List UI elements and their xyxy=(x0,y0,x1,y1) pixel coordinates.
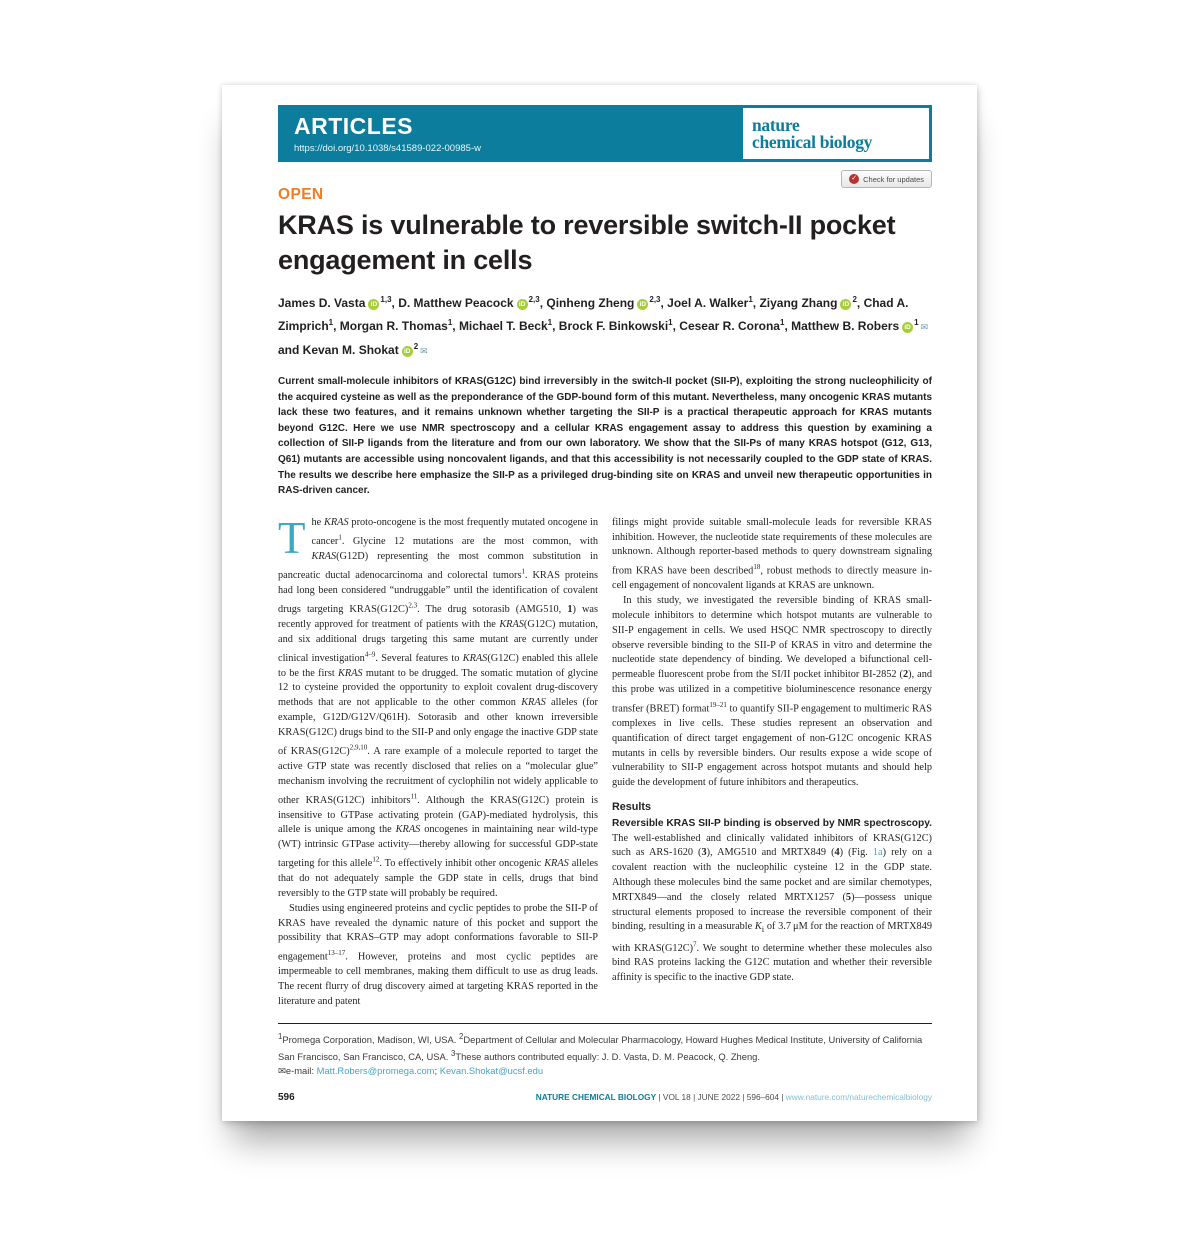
abstract: Current small-molecule inhibitors of KRAS(G12C) bind irreversibly in the switch-II pocket (SII-P), exploiting the strong nucleophilicity of the acquired cysteine as well as the preponderance of the GDP-bound form of this mutant. Nevertheless, many oncogenic KRAS mutants lack these two features, and it remains unknown whether targeting the SII-P is a practical therapeutic approach for KRAS mutants beyond G12C. Here we use NMR spectroscopy and a cellular KRAS engagement assay to address this question by examining a collection of SII-P ligands from the literature and from our own laboratory. We show that the SII-Ps of many KRAS hotspot (G12, G13, Q61) mutants are accessible using noncovalent ligands, and that this accessibility is not necessarily coupled to the GDP state of KRAS. The results we describe here emphasize the SII-P as a privileged drug-binding site on KRAS and unveil new therapeutic opportunities in RAS-driven cancer. xyxy=(278,376,932,497)
author-affiliation-sup: 1 xyxy=(447,318,453,327)
orcid-icon[interactable]: iD xyxy=(840,299,851,310)
author-name: Ziyang Zhang xyxy=(759,296,838,310)
author-affiliation-sup: 1,3 xyxy=(380,295,392,304)
paragraph: Studies using engineered proteins and cyclic peptides to probe the SII-P of KRAS have revealed the dynamic nature of this pocket and support the possibility that KRAS–GTP may adopt conformations favorable to SII-P engagement$^{13-17}$. However, proteins and most cyclic peptides are impermeable to cell membranes, making them difficult to use as drug leads. The recent flurry of drug discovery aimed at targeting KRAS reported in the literature and patent xyxy=(278,902,598,1008)
article-title: KRAS is vulnerable to reversible switch-II pocket engagement in cells xyxy=(278,210,896,275)
author-affiliation-sup: 1 xyxy=(748,295,753,304)
author-name: James D. Vasta xyxy=(278,296,366,310)
drop-cap: T xyxy=(278,512,306,563)
footer-journal-name: NATURE CHEMICAL BIOLOGY xyxy=(535,1092,657,1103)
journal-logo xyxy=(743,108,929,159)
article-page xyxy=(222,85,977,1121)
paragraph: filings might provide suitable small-molecule leads for reversible KRAS inhibition. However, the nucleotide state requirements of these molecules are unknown. Although reporter-based methods to query downstream signaling from KRAS have been described$^{18}$, robust methods to directly measure in-cell engagement of noncovalent ligands at KRAS are unknown. xyxy=(612,516,933,592)
author-affiliation-sup: 2,3 xyxy=(649,295,661,304)
author-name: Chad A. Zimprich xyxy=(278,296,909,333)
subsection-lead: Reversible KRAS SII-P binding is observed by NMR spectroscopy. xyxy=(612,817,932,829)
affiliations: $^1$Promega Corporation, Madison, WI, USA. $^2$Department of Cellular and Molecular Pharmacology, Howard Hughes Medical Institute, University of California San Francisco, San Francisco, CA, USA. $^3$These authors contributed equally: J. D. Vasta, D. M. Peacock, Q. Zheng. xyxy=(278,1032,923,1063)
text-link[interactable]: Matt.Robers@promega.com xyxy=(316,1064,435,1076)
author-name: Joel A. Walker xyxy=(667,296,749,310)
journal-logo-line2: chemical biology xyxy=(752,131,873,152)
footnote-rule xyxy=(278,1023,932,1025)
check-for-updates-label: Check for updates xyxy=(863,174,924,184)
author-affiliation-sup: 2 xyxy=(852,295,857,304)
crossmark-icon: ✓ xyxy=(849,174,859,184)
author-name: Morgan R. Thomas xyxy=(339,319,448,333)
author-name: Michael T. Beck xyxy=(458,319,548,333)
results-heading: Results xyxy=(612,800,652,813)
footer-journal-line xyxy=(536,1092,932,1102)
email-line: ✉e-mail: Matt.Robers@promega.com; Kevan.Shokat@ucsf.edu xyxy=(278,1064,544,1076)
article-body xyxy=(278,512,933,1010)
author-affiliation-sup: 2,3 xyxy=(528,295,540,304)
check-for-updates-badge[interactable] xyxy=(841,170,932,188)
section-label: ARTICLES xyxy=(294,113,413,139)
header-banner xyxy=(278,105,932,162)
paragraph: Reversible KRAS SII-P binding is observed by NMR spectroscopy. The well-established and clinically validated inhibitors of KRAS(G12C) such as ARS-1620 (3), AMG510 and MRTX849 (4) (Fig. 1a) rely on a covalent reaction with the nucleophilic cysteine 12 in the GDP state. Although these molecules bind the same pocket and are similar chemotypes, MRTX849—and the closely related MRTX1257 (5)—possess unique structural elements proposed to increase the reversible component of their binding, resulting in a measurable $K_i$ of 3.7 μM for the reaction of MRTX849 with $KRAS(G12C)^7$. We sought to determine whether these molecules also bind RAS proteins lacking the G12C mutation and whether their reversible affinity is specific to the inactive GDP state. xyxy=(612,817,932,984)
author-affiliation-sup: 1 xyxy=(914,318,919,327)
author-affiliation-sup: 1 xyxy=(328,318,334,327)
text-link[interactable]: Kevan.Shokat@ucsf.edu xyxy=(439,1064,544,1076)
author-name: Kevan M. Shokat xyxy=(302,343,399,357)
body-left-column xyxy=(278,512,599,1010)
orcid-icon[interactable]: iD xyxy=(637,299,648,310)
open-access-label: OPEN xyxy=(278,186,324,203)
page-number: 596 xyxy=(278,1092,295,1104)
journal-logo-line1: nature xyxy=(752,115,800,135)
doi-link[interactable]: https://doi.org/10.1038/s41589-022-00985-w xyxy=(294,143,481,154)
author-affiliation-sup: 2 xyxy=(413,342,419,351)
author-name: Matthew B. Robers xyxy=(791,319,900,333)
footer-issue-info: | VOL 18 | JUNE 2022 | 596–604 | xyxy=(656,1092,786,1103)
author-name: D. Matthew Peacock xyxy=(398,296,514,310)
paragraph: The KRAS proto-oncogene is the most frequently mutated oncogene in cancer$^1$. Glycine 12 mutations are the most common, with KRAS(G12D) representing the most common substitution in pancreatic ductal adenocarcinoma and colorectal tumors$^1$. KRAS proteins had long been considered “undruggable” until the identification of covalent drugs targeting $KRAS(G12C)^{2,3}$. The drug sotorasib (AMG510, 1) was recently approved for treatment of patients with the KRAS(G12C) mutation, and six additional drugs targeting this same mutant are currently under clinical investigation$^{4-9}$. Several features to KRAS(G12C) enabled this allele to be the first KRAS mutant to be drugged. The somatic mutation of glycine 12 to cysteine provided the opportunity to exploit covalent drug-discovery methods that are not applicable to the other common KRAS alleles (for example, G12D/G12V/Q61H). Sotorasib and other known irreversible KRAS(G12C) drugs bind to the SII-P and only engage the inactive GDP state of $KRAS(G12C)^{2,9,10}$. A rare example of a molecule reported to target the active GTP state was recently disclosed that relies on a “molecular glue” mechanism involving the recruitment of cyclophilin not widely applicable to other KRAS(G12C) inhibitors$^{11}$. Although the KRAS(G12C) protein is insensitive to GTPase activating protein (GAP)-mediated hydrolysis, this allele is unique among the KRAS oncogenes in maintaining near wild-type (WT) intrinsic GTPase activity—thereby allowing for successful GDP-state targeting for this allele$^{12}$. To effectively inhibit other oncogenic KRAS alleles that do not adequately sample the GDP state in cells, drugs that bind reversibly to the GTP state will probably be required. xyxy=(278,512,599,900)
author-name: Qinheng Zheng xyxy=(546,296,635,310)
author-name: Cesear R. Corona xyxy=(679,319,780,333)
footer-url[interactable]: www.nature.com/naturechemicalbiology xyxy=(785,1092,932,1103)
orcid-icon[interactable]: iD xyxy=(517,299,528,310)
email-icon[interactable]: ✉ xyxy=(420,346,428,356)
paragraph: In this study, we investigated the reversible binding of KRAS small-molecule inhibitors to determine which hotspot mutants are vulnerable to SII-P engagement in cells. We used HSQC NMR spectroscopy to directly observe reversible binding to the SII-P of KRAS in vitro and determine the nucleotide state dependency of binding. We developed a bifunctional cell-permeable fluorescent probe from the SI/II pocket inhibitor BI-2852 (2), and this probe was utilized in a competitive bioluminescence resonance energy transfer (BRET) format$^{19-21}$ to quantify SII-P engagement to multimeric RAS complexes in live cells. These studies represent an observation and quantification of direct target engagement of non-G12C oncogenic KRAS mutants in cells by reversible binders. Our results expose a wide scope of vulnerability to SII-P engagement across hotspot mutants and should help guide the development of future inhibitors and therapeutics. xyxy=(612,595,932,789)
orcid-icon[interactable]: iD xyxy=(368,299,379,310)
body-right-column xyxy=(612,516,932,1010)
orcid-icon[interactable]: iD xyxy=(902,322,913,333)
author-affiliation-sup: 1 xyxy=(779,318,785,327)
author-name: Brock F. Binkowski xyxy=(558,319,669,333)
author-affiliation-sup: 1 xyxy=(668,318,673,327)
author-affiliation-sup: 1 xyxy=(547,318,553,327)
text-link[interactable]: 1a xyxy=(872,847,883,859)
author-list: James D. Vasta iD$^{1,3}$, D. Matthew Peacock iD$^{2,3}$, Qinheng Zheng iD$^{2,3}$, Joel A. Walker$^1$, Ziyang Zhang $iD^2$, Chad A. Zimprich$^1$, Morgan R. Thomas$^1$, Michael T. Beck$^1$, Brock F. Binkowski$^1$, Cesear R. Corona$^1$, Matthew B. Robers $iD^1$ ✉ and Kevan M. Shokat $iD^2$ ✉ xyxy=(278,295,929,357)
orcid-icon[interactable]: iD xyxy=(402,346,413,357)
email-icon[interactable]: ✉ xyxy=(920,322,929,332)
